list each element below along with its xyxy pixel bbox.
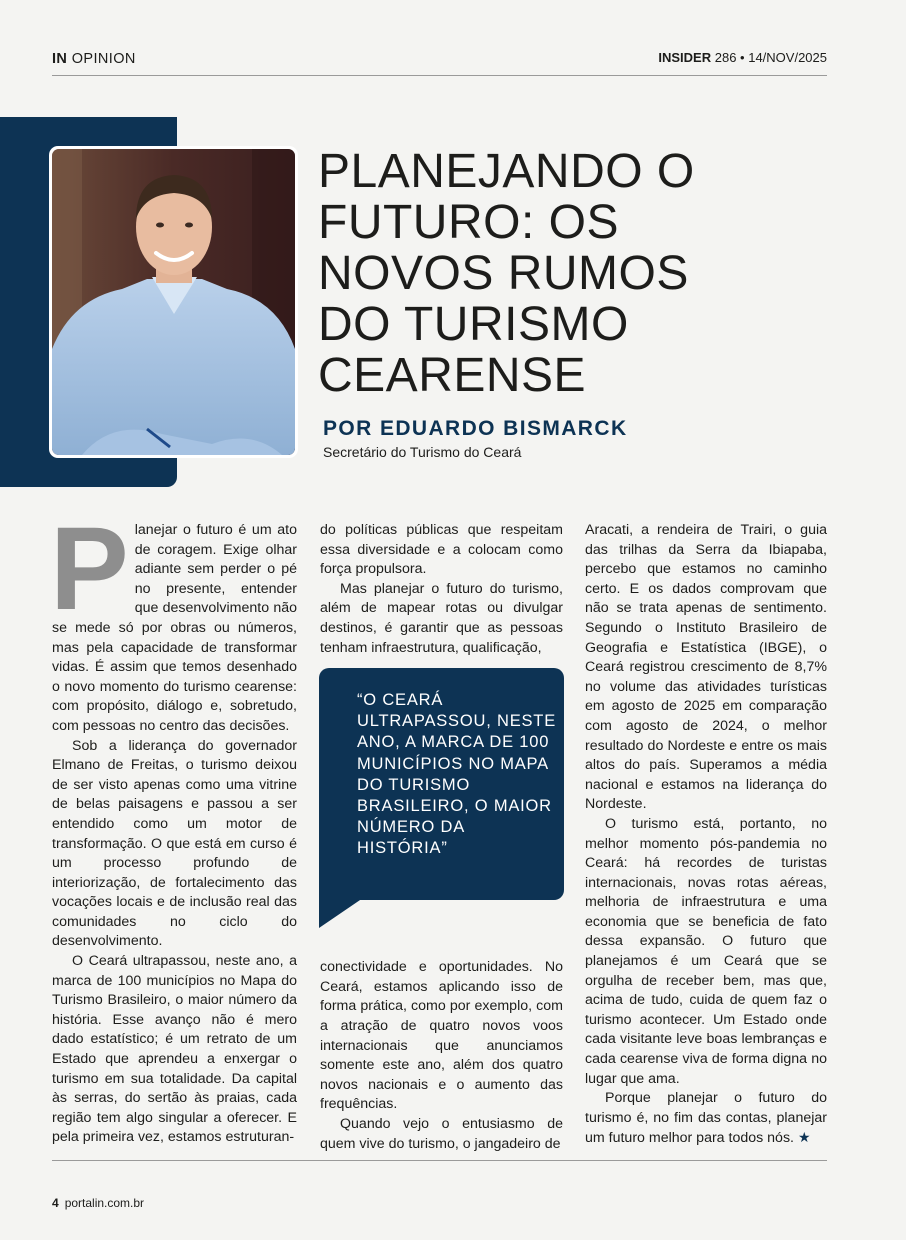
article-title: PLANEJANDO O FUTURO: OS NOVOS RUMOS DO TURISMO CEARENSE <box>318 145 695 402</box>
paragraph: O turismo está, portanto, no melhor momento pós-pandemia no Ceará: há recordes de turistas internacionais, novas rotas aéreas, melhoria de infraestrutura e uma economia que se beneficia de fato dessa expansão. O futuro que planejamos é um Ceará que se orgulha de receber bem, mas que, acima de tudo, cuida de quem faz o turismo acontecer. Um Estado onde cada visitante leve boas lembranças e cada cearense viva de forma digna no lugar que ama. <box>585 815 827 1087</box>
author-role: Secretário do Turismo do Ceará <box>323 444 522 460</box>
end-star-icon: ★ <box>797 1129 811 1146</box>
paragraph-text: lanejar o futuro é um ato de coragem. Exige olhar adiante sem perder o pé no presente, entender que desenvolvimento não se mede só por obras ou números, mas pela capacidade de transformar vidas. É assim que temos desenhado o novo momento do turismo cearense: com propósito, diálogo e, sobretudo, com pessoas no centro das decisões. <box>52 522 297 734</box>
author-byline: POR EDUARDO BISMARCK <box>323 417 628 440</box>
issue-info <box>658 50 827 65</box>
paragraph: Sob a liderança do governador Elmano de Freitas, o turismo deixou de ser visto apenas como uma vitrine de belas paisagens e passou a ser entendido como um motor de transformação. O que está em curso é um processo profundo de interiorização, de fortalecimento das vocações locais e de inclusão real das comunidades no ciclo do desenvolvimento. <box>52 737 297 950</box>
author-photo <box>52 149 295 455</box>
page-footer <box>52 1196 144 1210</box>
section-label <box>52 51 136 67</box>
paragraph <box>585 1089 827 1149</box>
issue-date: 286 • 14/NOV/2025 <box>714 50 827 65</box>
text-column-1 <box>50 503 297 1148</box>
paragraph: Aracati, a rendeira de Trairi, o guia das trilhas da Serra da Ibiapaba, percebo que estamos no caminho certo. E os dados comprovam que não se trata apenas de sentimento. Segundo o Instituto Brasileiro de Geografia e Estatística (IBGE), o Ceará registrou crescimento de 8,7% no volume das atividades turísticas em agosto de 2025 em comparação com agosto de 2024, o melhor resultado do Nordeste e entre os mais altos do país. Superamos a média nacional e estamos na liderança do Nordeste. <box>585 522 827 813</box>
author-photo-frame <box>49 146 298 458</box>
pull-quote-box <box>319 668 564 900</box>
header-rule <box>52 75 827 76</box>
section-name: OPINION <box>71 51 136 67</box>
paragraph: O Ceará ultrapassou, neste ano, a marca de 100 municípios no Mapa do Turismo Brasileiro, o maior número da história. Esse avanço não é mero dado estatístico; é um retrato de um Estado que aprendeu a enxergar o turismo em sua totalidade. Da capital às serras, do sertão às praias, cada região tem algo singular a oferecer. E pela primeira vez, estamos estruturan- <box>52 953 297 1146</box>
page-number: 4 <box>52 1196 59 1210</box>
publication-name: INSIDER <box>658 50 712 65</box>
author-portrait-illustration <box>52 149 295 455</box>
paragraph: conectividade e oportunidades. No Ceará, estamos aplicando isso de forma prática, como por exemplo, com a atração de quatro novos voos internacionais que anunciamos somente este ano, além dos quatro novos nacionais e o aumento das frequências. <box>320 959 563 1113</box>
paragraph: Quando vejo o entusiasmo de quem vive do turismo, o jangadeiro de <box>320 1115 563 1152</box>
paragraph-text: Porque planejar o futuro do turismo é, no fim das contas, planejar um futuro melhor para todos nós. <box>585 1090 827 1147</box>
section-prefix: IN <box>52 51 68 67</box>
text-column-3 <box>585 521 827 1149</box>
drop-cap: P <box>50 503 129 635</box>
paragraph: Mas planejar o futuro do turismo, além de mapear rotas ou divulgar destinos, é garantir que as pessoas tenham infraestrutura, qualificação, <box>320 580 563 656</box>
paragraph: do políticas públicas que respeitam essa diversidade e a colocam como força propulsora. <box>320 522 563 578</box>
pull-quote-text: “O CEARÁ ULTRAPASSOU, NESTE ANO, A MARCA DE 100 MUNICÍPIOS NO MAPA DO TURISMO BRASILEIRO, O MAIOR NÚMERO DA HISTÓRIA” <box>357 691 556 858</box>
footer-site: portalin.com.br <box>64 1196 145 1210</box>
paragraph <box>50 503 297 737</box>
running-header <box>52 48 827 70</box>
pull-quote-tail <box>319 898 363 928</box>
footer-rule <box>52 1160 827 1161</box>
